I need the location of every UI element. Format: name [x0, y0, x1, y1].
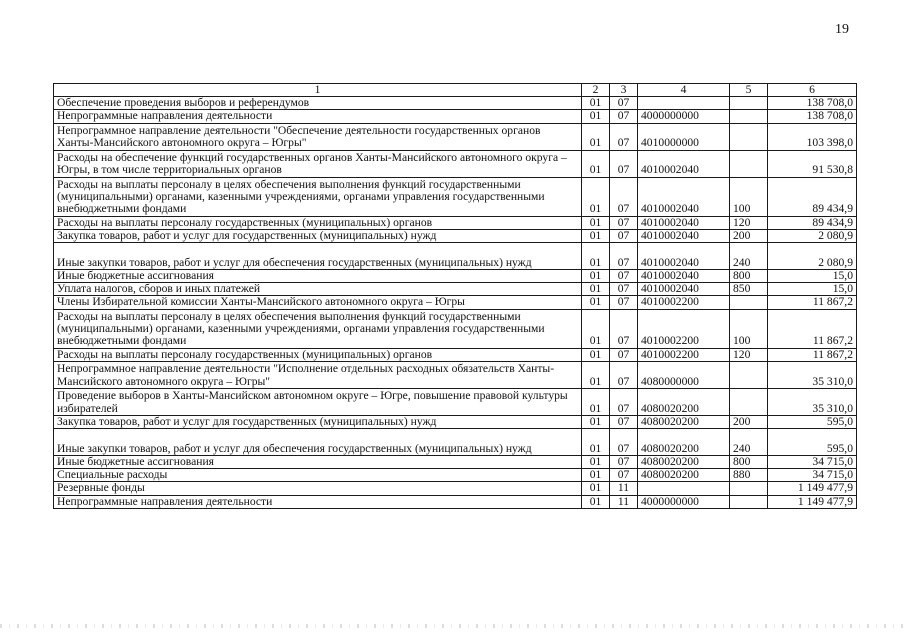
cell-name: Непрограммное направление деятельности "Исполнение отдельных расходных обязательств Ханты-Мансийского автономного округа – Югры" — [54, 361, 582, 388]
table-row — [54, 469, 857, 482]
cell-section: 01 — [582, 296, 610, 309]
table-row — [54, 270, 857, 283]
cell-amount: 595,0 — [768, 429, 857, 456]
table-header-row — [54, 84, 857, 97]
cell-section: 01 — [582, 309, 610, 348]
cell-expense-type — [730, 388, 768, 415]
cell-amount: 89 434,9 — [768, 216, 857, 229]
cell-target-article: 4080020200 — [638, 415, 730, 428]
table-row — [54, 177, 857, 216]
cell-expense-type — [730, 150, 768, 177]
cell-target-article: 4080020200 — [638, 429, 730, 456]
table-row — [54, 415, 857, 428]
cell-amount: 138 708,0 — [768, 110, 857, 123]
cell-subsection: 07 — [610, 469, 638, 482]
cell-subsection: 07 — [610, 216, 638, 229]
cell-section: 01 — [582, 388, 610, 415]
cell-expense-type: 240 — [730, 429, 768, 456]
cell-section: 01 — [582, 150, 610, 177]
cell-subsection: 07 — [610, 309, 638, 348]
cell-subsection: 07 — [610, 388, 638, 415]
cell-target-article: 4010002040 — [638, 283, 730, 296]
cell-subsection: 07 — [610, 283, 638, 296]
cell-target-article: 4000000000 — [638, 110, 730, 123]
cell-name: Члены Избирательной комиссии Ханты-Мансийского автономного округа – Югры — [54, 296, 582, 309]
cell-subsection: 07 — [610, 348, 638, 361]
header-cell-target-article: 4 — [638, 84, 730, 97]
cell-name: Иные бюджетные ассигнования — [54, 456, 582, 469]
cell-section: 01 — [582, 456, 610, 469]
cell-subsection: 07 — [610, 296, 638, 309]
cell-target-article: 4000000000 — [638, 495, 730, 508]
cell-section: 01 — [582, 415, 610, 428]
cell-expense-type: 120 — [730, 348, 768, 361]
header-cell-expense-type: 5 — [730, 84, 768, 97]
cell-section: 01 — [582, 110, 610, 123]
cell-amount: 11 867,2 — [768, 309, 857, 348]
cell-amount: 11 867,2 — [768, 348, 857, 361]
cell-amount: 15,0 — [768, 270, 857, 283]
cell-amount: 91 530,8 — [768, 150, 857, 177]
cell-expense-type — [730, 110, 768, 123]
cell-name: Непрограммные направления деятельности — [54, 110, 582, 123]
cell-amount: 34 715,0 — [768, 456, 857, 469]
cell-name: Уплата налогов, сборов и иных платежей — [54, 283, 582, 296]
cell-name: Расходы на выплаты персоналу государственных (муниципальных) органов — [54, 216, 582, 229]
header-cell-amount: 6 — [768, 84, 857, 97]
cell-subsection: 07 — [610, 110, 638, 123]
cell-name: Расходы на выплаты персоналу в целях обеспечения выполнения функций государственными (муниципальными) органами, казенными учреждениями, органами управления государственными внебюджетными фондами — [54, 177, 582, 216]
table-row — [54, 456, 857, 469]
cell-subsection: 07 — [610, 270, 638, 283]
cell-name: Непрограммное направление деятельности "Обеспечение деятельности государственных органов Ханты-Мансийского автономного округа – Югры" — [54, 123, 582, 150]
cell-section: 01 — [582, 469, 610, 482]
table-row — [54, 348, 857, 361]
cell-target-article: 4010002040 — [638, 150, 730, 177]
cell-section: 01 — [582, 495, 610, 508]
cell-subsection: 07 — [610, 456, 638, 469]
cell-expense-type: 100 — [730, 309, 768, 348]
cell-section: 01 — [582, 361, 610, 388]
cell-amount: 1 149 477,9 — [768, 495, 857, 508]
table-row — [54, 429, 857, 456]
cell-target-article: 4010002200 — [638, 348, 730, 361]
table-row — [54, 296, 857, 309]
cell-subsection: 07 — [610, 177, 638, 216]
cell-target-article — [638, 97, 730, 110]
cell-expense-type: 200 — [730, 229, 768, 242]
cell-target-article: 4010002040 — [638, 229, 730, 242]
cell-subsection: 07 — [610, 229, 638, 242]
table-row — [54, 361, 857, 388]
cell-section: 01 — [582, 216, 610, 229]
table-row — [54, 123, 857, 150]
cell-amount: 103 398,0 — [768, 123, 857, 150]
budget-table-body — [54, 84, 857, 509]
cell-name: Закупка товаров, работ и услуг для государственных (муниципальных) нужд — [54, 229, 582, 242]
cell-target-article: 4010002040 — [638, 177, 730, 216]
cell-subsection: 07 — [610, 150, 638, 177]
budget-table — [53, 83, 857, 509]
cell-name: Резервные фонды — [54, 482, 582, 495]
cell-section: 01 — [582, 177, 610, 216]
cell-section: 01 — [582, 123, 610, 150]
cell-name: Иные закупки товаров, работ и услуг для обеспечения государственных (муниципальных) нужд — [54, 429, 582, 456]
cell-name: Специальные расходы — [54, 469, 582, 482]
cell-amount: 138 708,0 — [768, 97, 857, 110]
cell-name: Иные закупки товаров, работ и услуг для обеспечения государственных (муниципальных) нужд — [54, 243, 582, 270]
cell-section: 01 — [582, 229, 610, 242]
cell-amount: 34 715,0 — [768, 469, 857, 482]
cell-amount: 595,0 — [768, 415, 857, 428]
table-row — [54, 482, 857, 495]
cell-expense-type: 850 — [730, 283, 768, 296]
table-row — [54, 388, 857, 415]
cell-target-article: 4080000000 — [638, 361, 730, 388]
table-row — [54, 150, 857, 177]
cell-name: Расходы на выплаты персоналу государственных (муниципальных) органов — [54, 348, 582, 361]
table-row — [54, 216, 857, 229]
cell-target-article: 4080020200 — [638, 388, 730, 415]
cell-amount: 15,0 — [768, 283, 857, 296]
cell-expense-type: 120 — [730, 216, 768, 229]
header-cell-name: 1 — [54, 84, 582, 97]
table-row — [54, 110, 857, 123]
cell-section: 01 — [582, 283, 610, 296]
cell-subsection: 11 — [610, 495, 638, 508]
page-number: 19 — [835, 22, 849, 37]
cell-expense-type — [730, 123, 768, 150]
cell-target-article — [638, 482, 730, 495]
cell-name: Расходы на выплаты персоналу в целях обеспечения выполнения функций государственными (муниципальными) органами, казенными учреждениями, органами управления государственными внебюджетными фондами — [54, 309, 582, 348]
cell-name: Обеспечение проведения выборов и референдумов — [54, 97, 582, 110]
header-cell-subsection: 3 — [610, 84, 638, 97]
cell-expense-type — [730, 495, 768, 508]
cell-name: Проведение выборов в Ханты-Мансийском автономном округе – Югре, повышение правовой культуры избирателей — [54, 388, 582, 415]
cell-subsection: 07 — [610, 429, 638, 456]
cell-expense-type: 240 — [730, 243, 768, 270]
cell-name: Закупка товаров, работ и услуг для государственных (муниципальных) нужд — [54, 415, 582, 428]
table-row — [54, 309, 857, 348]
cell-expense-type: 100 — [730, 177, 768, 216]
cell-section: 01 — [582, 97, 610, 110]
cell-subsection: 07 — [610, 123, 638, 150]
cell-amount: 1 149 477,9 — [768, 482, 857, 495]
table-row — [54, 97, 857, 110]
cell-expense-type: 800 — [730, 456, 768, 469]
cell-subsection: 07 — [610, 415, 638, 428]
cell-name: Непрограммные направления деятельности — [54, 495, 582, 508]
cell-expense-type — [730, 482, 768, 495]
table-row — [54, 283, 857, 296]
cell-subsection: 07 — [610, 97, 638, 110]
header-cell-section: 2 — [582, 84, 610, 97]
cell-amount: 2 080,9 — [768, 229, 857, 242]
cell-amount: 2 080,9 — [768, 243, 857, 270]
cell-target-article: 4010002200 — [638, 309, 730, 348]
cell-section: 01 — [582, 482, 610, 495]
table-row — [54, 229, 857, 242]
table-row — [54, 243, 857, 270]
table-row — [54, 495, 857, 508]
cell-expense-type — [730, 296, 768, 309]
cell-expense-type: 200 — [730, 415, 768, 428]
cell-amount: 89 434,9 — [768, 177, 857, 216]
cell-section: 01 — [582, 429, 610, 456]
cell-section: 01 — [582, 348, 610, 361]
cell-name: Иные бюджетные ассигнования — [54, 270, 582, 283]
cell-amount: 35 310,0 — [768, 388, 857, 415]
cell-name: Расходы на обеспечение функций государственных органов Ханты-Мансийского автономного округа – Югры, в том числе территориальных органов — [54, 150, 582, 177]
scan-noise-line — [0, 624, 905, 628]
cell-section: 01 — [582, 243, 610, 270]
cell-expense-type — [730, 361, 768, 388]
cell-expense-type — [730, 97, 768, 110]
cell-subsection: 07 — [610, 361, 638, 388]
cell-amount: 11 867,2 — [768, 296, 857, 309]
cell-amount: 35 310,0 — [768, 361, 857, 388]
cell-target-article: 4010002040 — [638, 216, 730, 229]
cell-target-article: 4010000000 — [638, 123, 730, 150]
cell-target-article: 4010002040 — [638, 270, 730, 283]
cell-expense-type: 800 — [730, 270, 768, 283]
cell-section: 01 — [582, 270, 610, 283]
cell-target-article: 4080020200 — [638, 456, 730, 469]
cell-target-article: 4080020200 — [638, 469, 730, 482]
cell-expense-type: 880 — [730, 469, 768, 482]
cell-subsection: 11 — [610, 482, 638, 495]
cell-target-article: 4010002200 — [638, 296, 730, 309]
cell-subsection: 07 — [610, 243, 638, 270]
cell-target-article: 4010002040 — [638, 243, 730, 270]
